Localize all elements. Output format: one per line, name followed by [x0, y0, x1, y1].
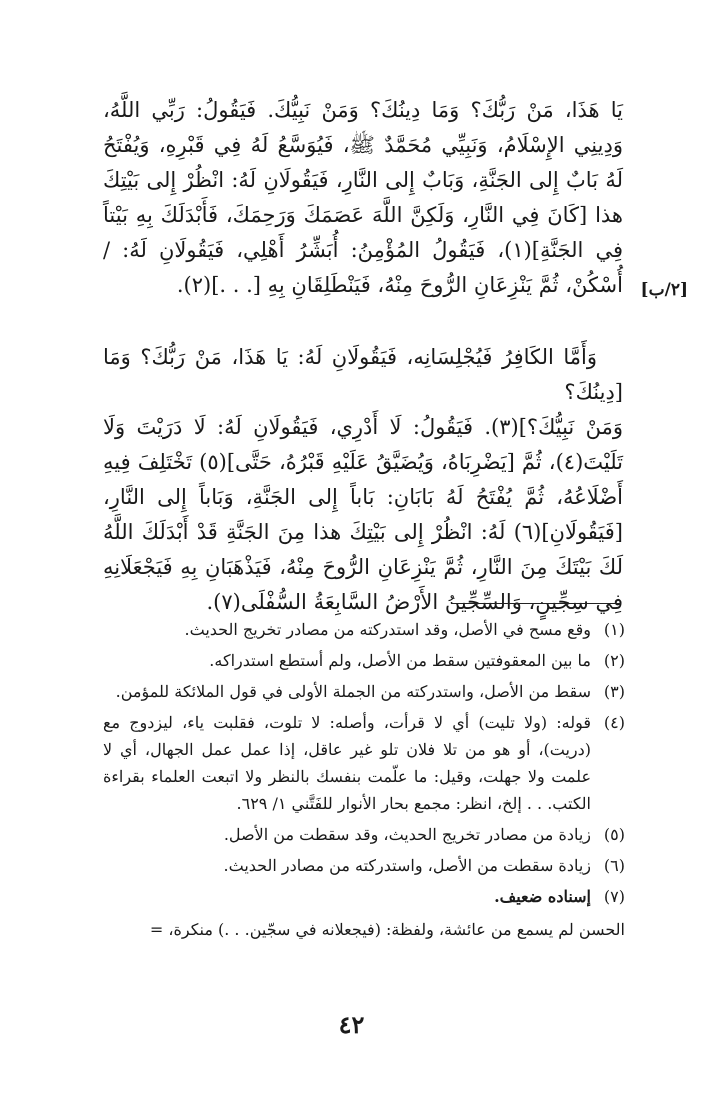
footnote-text: قوله: (ولا تليت) أي لا قرأت، وأصله: لا تلوت، فقلبت ياء، ليزدوج مع (دريت)، أو هو من تلا فلان تلو غير عاقل، إذا عمل عمل الجهال، أي لا علمت ولا جهلت، وقيل: ما علّمت بنفسك بالنظر ولا اتبعت العلماء بقراءة الكتب. . . إلخ، انظر: مجمع بحار الأنوار للفَتَّني ١/ ٦٢٩.: [103, 713, 591, 813]
footnote-2: [103, 647, 625, 674]
footnote-number: (١): [603, 620, 625, 639]
footnote-number: (٥): [603, 825, 625, 844]
main-paragraph-1: [103, 93, 623, 303]
main-paragraph-2: [103, 340, 623, 620]
page-number: ٤٢: [338, 1010, 365, 1039]
footnote-6: [103, 852, 625, 879]
footnote-7: [103, 883, 625, 910]
footnote-text: زيادة سقطت من الأصل، واستدركته من مصادر الحديث.: [223, 856, 591, 875]
footnote-text: زيادة من مصادر تخريج الحديث، وقد سقطت من الأصل.: [223, 825, 591, 844]
paragraph-1-text: يَا هَذَا، مَنْ رَبُّكَ؟ وَمَا دِينُكَ؟ وَمَنْ نَبِيُّكَ. فَيَقُولُ: رَبِّي اللَّهُ، وَدِينِي الإِسْلَامُ، وَنَبِيِّي مُحَمَّدٌ ﷺ، فَيُوَسَّعُ لَهُ فِي قَبْرِهِ، وَيُفْتَحُ لَهُ بَابٌ إِلى الجَنَّةِ، وَبَابٌ إِلى النَّارِ، فَيَقُولَانِ لَهُ: انْظُرْ إِلى بَيْتِكَ هذا [كَانَ فِي النَّارِ، وَلَكِنَّ اللَّهَ عَصَمَكَ وَرَحِمَكَ، فَأَبْدَلَكَ بِهِ بَيْتاً فِي الجَنَّةِ](١)، فَيَقُولُ المُؤْمِنُ: أُبَشِّرُ أَهْلِي، فَيَقُولَانِ لَهُ: / أُسْكُنْ، ثُمَّ يَنْزِعَانِ الرُّوحَ مِنْهُ، فَيَنْطَلِقَانِ بِهِ [. . .](٢).: [103, 98, 623, 297]
footnote-text: ما بين المعقوفتين سقط من الأصل، ولم أستطع استدراكه.: [209, 651, 591, 670]
footnote-continuation: الحسن لم يسمع من عائشة، ولفظة: (فيجعلانه في سجّين. . .) منكرة، =: [149, 920, 625, 939]
footnote-number: (٦): [603, 856, 625, 875]
footnote-number: (٤): [603, 713, 625, 732]
paragraph-2-first-line: وَأَمَّا الكَافِرُ فَيُجْلِسَانِه، فَيَقُولَانِ لَهُ: يَا هَذَا، مَنْ رَبُّكَ؟ وَمَا [دِينُكَ؟: [103, 345, 623, 404]
footnote-4: [103, 709, 625, 817]
footnote-number: (٣): [603, 682, 625, 701]
footnote-1: [103, 616, 625, 643]
manuscript-folio-marker: [٢/ب]: [640, 280, 688, 300]
footnote-number: (٢): [603, 651, 625, 670]
footnote-3: [103, 678, 625, 705]
paragraph-2-text: وَمَنْ نَبِيُّكَ؟](٣). فَيَقُولُ: لَا أَدْرِي، فَيَقُولَانِ لَهُ: لَا دَرَيْتَ وَلَا تَلَيْتَ(٤)، ثُمَّ [يَضْرِبَاهُ، وَيُضَيَّقُ عَلَيْهِ قَبْرُهُ، حَتَّى](٥) تَخْتَلِفَ فِيهِ أَضْلَاعُهُ، ثُمَّ يُفْتَحُ لَهُ بَابَانِ: بَاباً إِلى الجَنَّةِ، وَبَاباً إِلى النَّارِ، [فَيَقُولَانِ](٦) لَهُ: انْظُرْ إِلى بَيْتِكَ هذا مِنَ الجَنَّةِ قَدْ أَبْدَلَكَ اللَّهُ لَكَ بَيْتَكَ مِنَ النَّارِ، ثُمَّ يَنْزِعَانِ الرُّوحَ مِنْهُ، فَيَذْهَبَانِ بِهِ فَيَجْعَلَانِهِ فِي سِجِّينٍ، وَالسِّجِّينُ الأَرْضُ السَّابِعَةُ السُّفْلَى(٧).: [103, 415, 624, 614]
footnote-text: سقط من الأصل، واستدركته من الجملة الأولى في قول الملائكة للمؤمن.: [115, 682, 591, 701]
footnote-text: إسناده ضعيف.: [494, 887, 591, 906]
footnotes-section: [103, 616, 625, 943]
footnote-divider: [451, 603, 621, 604]
footnote-number: (٧): [603, 887, 625, 906]
footnote-text: وقع مسح في الأصل، وقد استدركته من مصادر تخريج الحديث.: [184, 620, 591, 639]
footnote-5: [103, 821, 625, 848]
